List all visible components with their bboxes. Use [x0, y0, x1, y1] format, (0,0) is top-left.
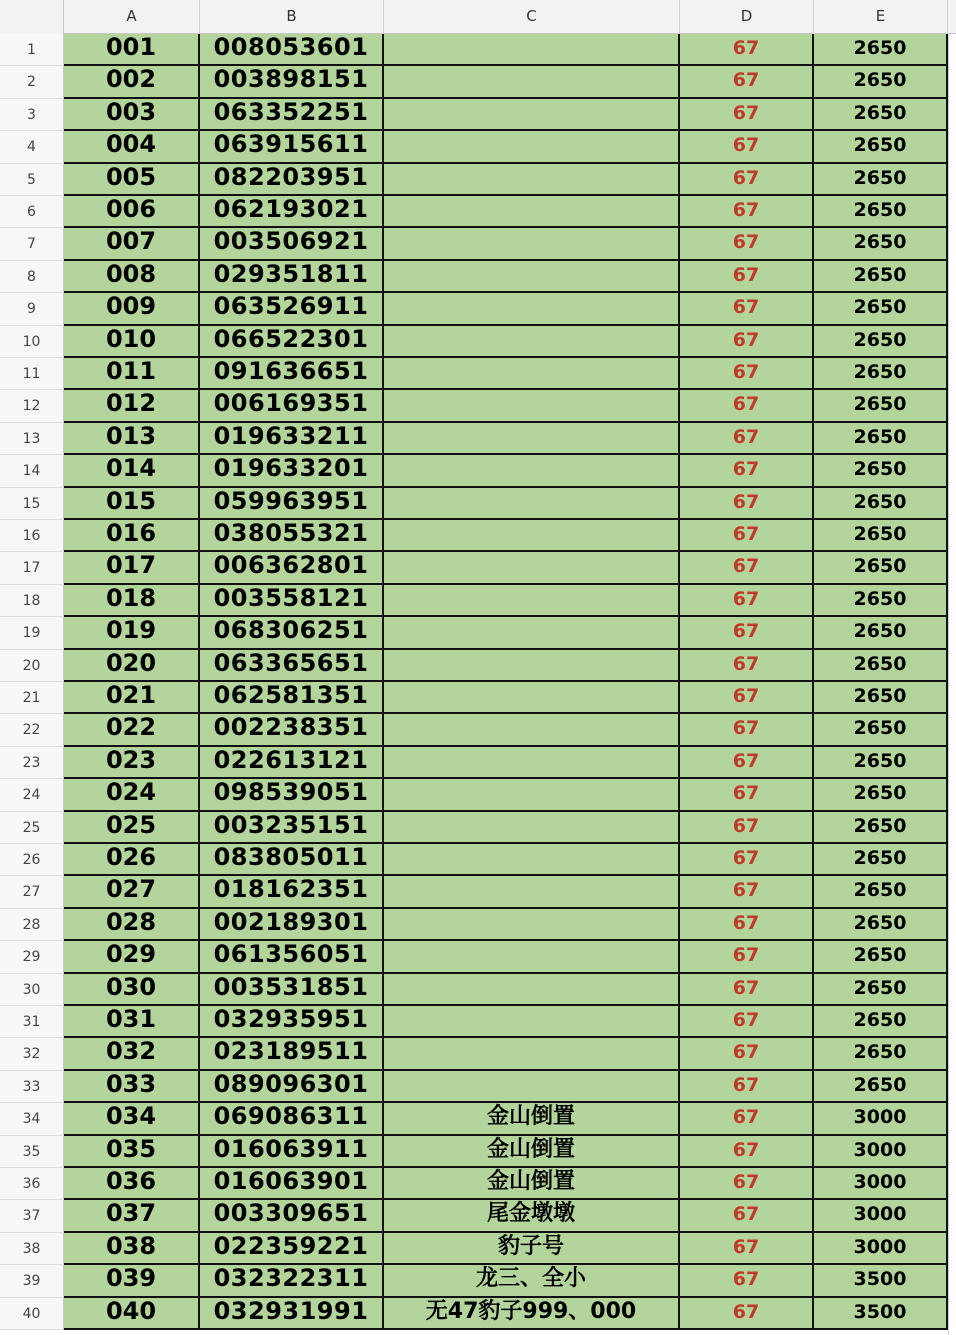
- cell-e[interactable]: 2650: [814, 876, 948, 908]
- row-header[interactable]: 30: [0, 974, 64, 1006]
- row-header[interactable]: 39: [0, 1265, 64, 1297]
- cell-c[interactable]: [384, 455, 680, 487]
- row-header[interactable]: 24: [0, 779, 64, 811]
- cell-b[interactable]: 003558121: [200, 585, 384, 617]
- cell-e[interactable]: 2650: [814, 99, 948, 131]
- cell-c[interactable]: [384, 682, 680, 714]
- cell-e[interactable]: 2650: [814, 131, 948, 163]
- row-header[interactable]: 17: [0, 552, 64, 584]
- table-row: [0, 1103, 956, 1135]
- cell-c[interactable]: [384, 714, 680, 746]
- cell-a[interactable]: 036: [64, 1168, 200, 1200]
- cell-c[interactable]: [384, 99, 680, 131]
- row-header[interactable]: 35: [0, 1136, 64, 1168]
- table-row: [0, 1233, 956, 1265]
- cell-c[interactable]: [384, 390, 680, 422]
- cell-e[interactable]: 2650: [814, 390, 948, 422]
- cell-a[interactable]: 016: [64, 520, 200, 552]
- cell-b[interactable]: 082203951: [200, 164, 384, 196]
- row-header[interactable]: 2: [0, 66, 64, 98]
- cell-b[interactable]: 063526911: [200, 293, 384, 325]
- cell-d[interactable]: 67: [680, 293, 814, 325]
- cell-b[interactable]: 003309651: [200, 1200, 384, 1232]
- table-row: [0, 844, 956, 876]
- table-row: [0, 520, 956, 552]
- cell-a[interactable]: 017: [64, 552, 200, 584]
- cell-d[interactable]: 67: [680, 131, 814, 163]
- cell-d[interactable]: 67: [680, 974, 814, 1006]
- table-row: [0, 390, 956, 422]
- cell-a[interactable]: 002: [64, 66, 200, 98]
- row-header[interactable]: 28: [0, 909, 64, 941]
- table-row: [0, 1265, 956, 1297]
- cell-a[interactable]: 003: [64, 99, 200, 131]
- row-header[interactable]: 29: [0, 941, 64, 973]
- cell-a[interactable]: 038: [64, 1233, 200, 1265]
- cell-b[interactable]: 068306251: [200, 617, 384, 649]
- cell-c[interactable]: 尾金墩墩: [384, 1200, 680, 1232]
- cell-a[interactable]: 012: [64, 390, 200, 422]
- cell-e[interactable]: 2650: [814, 293, 948, 325]
- cell-e[interactable]: 3000: [814, 1136, 948, 1168]
- row-header[interactable]: 38: [0, 1233, 64, 1265]
- cell-c[interactable]: [384, 423, 680, 455]
- cell-c[interactable]: [384, 293, 680, 325]
- cell-c[interactable]: [384, 131, 680, 163]
- cell-d[interactable]: 67: [680, 1265, 814, 1297]
- cell-a[interactable]: 025: [64, 812, 200, 844]
- cell-b[interactable]: 062193021: [200, 196, 384, 228]
- cell-d[interactable]: 67: [680, 941, 814, 973]
- cell-a[interactable]: 023: [64, 747, 200, 779]
- cell-e[interactable]: 2650: [814, 1038, 948, 1070]
- cell-d[interactable]: 67: [680, 66, 814, 98]
- cell-c[interactable]: [384, 779, 680, 811]
- row-header[interactable]: 15: [0, 488, 64, 520]
- cell-b[interactable]: 063352251: [200, 99, 384, 131]
- cell-a[interactable]: 028: [64, 909, 200, 941]
- cell-e[interactable]: 2650: [814, 682, 948, 714]
- cell-c[interactable]: 金山倒置: [384, 1168, 680, 1200]
- cell-c[interactable]: [384, 1006, 680, 1038]
- cell-c[interactable]: 金山倒置: [384, 1103, 680, 1135]
- cell-c[interactable]: [384, 164, 680, 196]
- cell-a[interactable]: 035: [64, 1136, 200, 1168]
- column-header-row: [0, 0, 956, 34]
- cell-e[interactable]: 3000: [814, 1168, 948, 1200]
- row-header[interactable]: 31: [0, 1006, 64, 1038]
- cell-a[interactable]: 021: [64, 682, 200, 714]
- cell-a[interactable]: 014: [64, 455, 200, 487]
- cell-d[interactable]: 67: [680, 164, 814, 196]
- cell-a[interactable]: 030: [64, 974, 200, 1006]
- row-header[interactable]: 23: [0, 747, 64, 779]
- table-row: [0, 1071, 956, 1103]
- cell-b[interactable]: 063365651: [200, 650, 384, 682]
- cell-b[interactable]: 032322311: [200, 1265, 384, 1297]
- cell-a[interactable]: 040: [64, 1298, 200, 1330]
- table-row: [0, 423, 956, 455]
- cell-d[interactable]: 67: [680, 747, 814, 779]
- cell-b[interactable]: 018162351: [200, 876, 384, 908]
- cell-a[interactable]: 032: [64, 1038, 200, 1070]
- cell-c[interactable]: [384, 844, 680, 876]
- table-row: [0, 1136, 956, 1168]
- row-header[interactable]: 9: [0, 293, 64, 325]
- table-row: [0, 34, 956, 66]
- cell-e[interactable]: 2650: [814, 585, 948, 617]
- table-row: [0, 650, 956, 682]
- row-header[interactable]: 3: [0, 99, 64, 131]
- row-header[interactable]: 20: [0, 650, 64, 682]
- row-header[interactable]: 6: [0, 196, 64, 228]
- cell-e[interactable]: 2650: [814, 650, 948, 682]
- cell-d[interactable]: 67: [680, 196, 814, 228]
- row-header[interactable]: 18: [0, 585, 64, 617]
- cell-c[interactable]: [384, 520, 680, 552]
- cell-b[interactable]: 006169351: [200, 390, 384, 422]
- column-header-e[interactable]: E: [814, 0, 948, 34]
- cell-c[interactable]: [384, 196, 680, 228]
- table-row: [0, 164, 956, 196]
- cell-c[interactable]: [384, 747, 680, 779]
- cell-b[interactable]: 002189301: [200, 909, 384, 941]
- table-row: [0, 1168, 956, 1200]
- cell-d[interactable]: 67: [680, 844, 814, 876]
- cell-c[interactable]: 金山倒置: [384, 1136, 680, 1168]
- cell-b[interactable]: 003531851: [200, 974, 384, 1006]
- cell-d[interactable]: 67: [680, 714, 814, 746]
- row-header[interactable]: 34: [0, 1103, 64, 1135]
- cell-b[interactable]: 032935951: [200, 1006, 384, 1038]
- cell-e[interactable]: 2650: [814, 520, 948, 552]
- table-row: [0, 552, 956, 584]
- cell-a[interactable]: 022: [64, 714, 200, 746]
- cell-a[interactable]: 004: [64, 131, 200, 163]
- cell-b[interactable]: 003506921: [200, 228, 384, 260]
- cell-a[interactable]: 034: [64, 1103, 200, 1135]
- table-row: [0, 941, 956, 973]
- select-all-corner[interactable]: [0, 0, 64, 34]
- cell-e[interactable]: 3000: [814, 1103, 948, 1135]
- cell-d[interactable]: 67: [680, 1136, 814, 1168]
- cell-d[interactable]: 67: [680, 326, 814, 358]
- cell-e[interactable]: 2650: [814, 779, 948, 811]
- cell-b[interactable]: 029351811: [200, 261, 384, 293]
- table-row: [0, 617, 956, 649]
- cell-b[interactable]: 083805011: [200, 844, 384, 876]
- table-row: [0, 293, 956, 325]
- cell-b[interactable]: 069086311: [200, 1103, 384, 1135]
- table-row: [0, 974, 956, 1006]
- cell-d[interactable]: 67: [680, 1006, 814, 1038]
- cell-d[interactable]: 67: [680, 812, 814, 844]
- cell-b[interactable]: 003235151: [200, 812, 384, 844]
- cell-d[interactable]: 67: [680, 455, 814, 487]
- cell-e[interactable]: 3000: [814, 1200, 948, 1232]
- cell-d[interactable]: 67: [680, 1200, 814, 1232]
- column-header-b[interactable]: B: [200, 0, 384, 34]
- cell-c[interactable]: 龙三、全小: [384, 1265, 680, 1297]
- cell-a[interactable]: 013: [64, 423, 200, 455]
- cell-b[interactable]: 066522301: [200, 326, 384, 358]
- column-header-a[interactable]: A: [64, 0, 200, 34]
- row-header[interactable]: 36: [0, 1168, 64, 1200]
- cell-d[interactable]: 67: [680, 423, 814, 455]
- cell-c[interactable]: 无47豹子999、000: [384, 1298, 680, 1330]
- cell-e[interactable]: 2650: [814, 358, 948, 390]
- cell-e[interactable]: 2650: [814, 34, 948, 66]
- table-row: [0, 1038, 956, 1070]
- cell-d[interactable]: 67: [680, 909, 814, 941]
- row-header[interactable]: 13: [0, 423, 64, 455]
- cell-b[interactable]: 059963951: [200, 488, 384, 520]
- column-header-c[interactable]: C: [384, 0, 680, 34]
- cell-c[interactable]: [384, 909, 680, 941]
- table-row: [0, 1200, 956, 1232]
- table-row: [0, 131, 956, 163]
- cell-a[interactable]: 024: [64, 779, 200, 811]
- cell-a[interactable]: 008: [64, 261, 200, 293]
- cell-b[interactable]: 061356051: [200, 941, 384, 973]
- row-header[interactable]: 27: [0, 876, 64, 908]
- column-header-d[interactable]: D: [680, 0, 814, 34]
- cell-c[interactable]: [384, 941, 680, 973]
- cell-e[interactable]: 2650: [814, 455, 948, 487]
- cell-d[interactable]: 67: [680, 1103, 814, 1135]
- cell-d[interactable]: 67: [680, 390, 814, 422]
- row-header[interactable]: 32: [0, 1038, 64, 1070]
- cell-c[interactable]: [384, 1038, 680, 1070]
- cell-c[interactable]: [384, 488, 680, 520]
- row-header[interactable]: 10: [0, 326, 64, 358]
- cell-a[interactable]: 039: [64, 1265, 200, 1297]
- cell-d[interactable]: 67: [680, 261, 814, 293]
- table-row: [0, 779, 956, 811]
- cell-e[interactable]: 2650: [814, 844, 948, 876]
- cell-d[interactable]: 67: [680, 650, 814, 682]
- cell-a[interactable]: 009: [64, 293, 200, 325]
- cell-d[interactable]: 67: [680, 617, 814, 649]
- cell-e[interactable]: 2650: [814, 812, 948, 844]
- cell-e[interactable]: 3000: [814, 1233, 948, 1265]
- cell-a[interactable]: 011: [64, 358, 200, 390]
- cell-d[interactable]: 67: [680, 1298, 814, 1330]
- cell-d[interactable]: 67: [680, 1038, 814, 1070]
- row-header[interactable]: 25: [0, 812, 64, 844]
- table-row: [0, 228, 956, 260]
- cell-e[interactable]: 3500: [814, 1265, 948, 1297]
- cell-a[interactable]: 029: [64, 941, 200, 973]
- cell-b[interactable]: 091636651: [200, 358, 384, 390]
- row-header[interactable]: 7: [0, 228, 64, 260]
- cell-d[interactable]: 67: [680, 876, 814, 908]
- sheet-edge: [948, 34, 956, 1335]
- row-header[interactable]: 14: [0, 455, 64, 487]
- table-row: [0, 876, 956, 908]
- cell-a[interactable]: 010: [64, 326, 200, 358]
- cell-b[interactable]: 038055321: [200, 520, 384, 552]
- row-header[interactable]: 33: [0, 1071, 64, 1103]
- cell-e[interactable]: 2650: [814, 228, 948, 260]
- cell-d[interactable]: 67: [680, 1233, 814, 1265]
- cell-a[interactable]: 005: [64, 164, 200, 196]
- cell-d[interactable]: 67: [680, 552, 814, 584]
- cell-e[interactable]: 2650: [814, 1071, 948, 1103]
- cell-e[interactable]: 2650: [814, 941, 948, 973]
- cell-b[interactable]: 022613121: [200, 747, 384, 779]
- cell-d[interactable]: 67: [680, 682, 814, 714]
- cell-b[interactable]: 008053601: [200, 34, 384, 66]
- cell-b[interactable]: 019633211: [200, 423, 384, 455]
- cell-e[interactable]: 2650: [814, 974, 948, 1006]
- cell-d[interactable]: 67: [680, 358, 814, 390]
- cell-b[interactable]: 003898151: [200, 66, 384, 98]
- table-row: [0, 488, 956, 520]
- row-header[interactable]: 5: [0, 164, 64, 196]
- row-header[interactable]: 1: [0, 34, 64, 66]
- cell-e[interactable]: 2650: [814, 714, 948, 746]
- cell-e[interactable]: 2650: [814, 1006, 948, 1038]
- cell-d[interactable]: 67: [680, 34, 814, 66]
- cell-e[interactable]: 2650: [814, 423, 948, 455]
- cell-a[interactable]: 019: [64, 617, 200, 649]
- table-row: [0, 682, 956, 714]
- row-header[interactable]: 16: [0, 520, 64, 552]
- cell-b[interactable]: 089096301: [200, 1071, 384, 1103]
- cell-d[interactable]: 67: [680, 99, 814, 131]
- cell-c[interactable]: [384, 1071, 680, 1103]
- cell-b[interactable]: 023189511: [200, 1038, 384, 1070]
- cell-c[interactable]: [384, 228, 680, 260]
- cell-d[interactable]: 67: [680, 1168, 814, 1200]
- row-header[interactable]: 22: [0, 714, 64, 746]
- table-row: [0, 196, 956, 228]
- cell-c[interactable]: [384, 326, 680, 358]
- cell-c[interactable]: [384, 358, 680, 390]
- cell-e[interactable]: 2650: [814, 261, 948, 293]
- cell-e[interactable]: 2650: [814, 552, 948, 584]
- cell-e[interactable]: 2650: [814, 326, 948, 358]
- cell-b[interactable]: 002238351: [200, 714, 384, 746]
- cell-a[interactable]: 007: [64, 228, 200, 260]
- cell-b[interactable]: 016063911: [200, 1136, 384, 1168]
- cell-e[interactable]: 2650: [814, 909, 948, 941]
- table-row: [0, 358, 956, 390]
- cell-a[interactable]: 006: [64, 196, 200, 228]
- cell-c[interactable]: [384, 812, 680, 844]
- table-row: [0, 66, 956, 98]
- cell-b[interactable]: 006362801: [200, 552, 384, 584]
- row-header[interactable]: 12: [0, 390, 64, 422]
- cell-a[interactable]: 037: [64, 1200, 200, 1232]
- row-header[interactable]: 21: [0, 682, 64, 714]
- cell-e[interactable]: 2650: [814, 747, 948, 779]
- cell-e[interactable]: 2650: [814, 66, 948, 98]
- cell-d[interactable]: 67: [680, 585, 814, 617]
- cell-b[interactable]: 022359221: [200, 1233, 384, 1265]
- table-row: [0, 1006, 956, 1038]
- table-row: [0, 909, 956, 941]
- row-header[interactable]: 26: [0, 844, 64, 876]
- cell-a[interactable]: 026: [64, 844, 200, 876]
- cell-c[interactable]: 豹子号: [384, 1233, 680, 1265]
- cell-b[interactable]: 032931991: [200, 1298, 384, 1330]
- cell-d[interactable]: 67: [680, 779, 814, 811]
- table-row: [0, 455, 956, 487]
- cell-c[interactable]: [384, 34, 680, 66]
- row-header[interactable]: 19: [0, 617, 64, 649]
- cell-e[interactable]: 2650: [814, 196, 948, 228]
- row-header[interactable]: 8: [0, 261, 64, 293]
- cell-c[interactable]: [384, 617, 680, 649]
- cell-e[interactable]: 2650: [814, 488, 948, 520]
- cell-c[interactable]: [384, 552, 680, 584]
- cell-b[interactable]: 016063901: [200, 1168, 384, 1200]
- cell-b[interactable]: 063915611: [200, 131, 384, 163]
- cell-e[interactable]: 2650: [814, 617, 948, 649]
- row-header[interactable]: 4: [0, 131, 64, 163]
- cell-c[interactable]: [384, 650, 680, 682]
- table-row: [0, 747, 956, 779]
- cell-a[interactable]: 027: [64, 876, 200, 908]
- cell-c[interactable]: [384, 66, 680, 98]
- cell-c[interactable]: [384, 261, 680, 293]
- cell-c[interactable]: [384, 876, 680, 908]
- cell-c[interactable]: [384, 585, 680, 617]
- cell-a[interactable]: 001: [64, 34, 200, 66]
- cell-d[interactable]: 67: [680, 520, 814, 552]
- table-row: [0, 261, 956, 293]
- cell-c[interactable]: [384, 974, 680, 1006]
- cell-e[interactable]: 3500: [814, 1298, 948, 1330]
- table-row: [0, 585, 956, 617]
- row-header[interactable]: 11: [0, 358, 64, 390]
- table-row: [0, 99, 956, 131]
- cell-d[interactable]: 67: [680, 1071, 814, 1103]
- cell-a[interactable]: 018: [64, 585, 200, 617]
- cell-a[interactable]: 015: [64, 488, 200, 520]
- table-row: [0, 326, 956, 358]
- row-header[interactable]: 37: [0, 1200, 64, 1232]
- cell-a[interactable]: 033: [64, 1071, 200, 1103]
- table-row: [0, 1298, 956, 1330]
- row-header[interactable]: 40: [0, 1298, 64, 1330]
- cell-b[interactable]: 019633201: [200, 455, 384, 487]
- table-row: [0, 714, 956, 746]
- cell-a[interactable]: 031: [64, 1006, 200, 1038]
- cell-a[interactable]: 020: [64, 650, 200, 682]
- table-row: [0, 812, 956, 844]
- cell-b[interactable]: 098539051: [200, 779, 384, 811]
- cell-d[interactable]: 67: [680, 228, 814, 260]
- cell-e[interactable]: 2650: [814, 164, 948, 196]
- cell-d[interactable]: 67: [680, 488, 814, 520]
- cell-b[interactable]: 062581351: [200, 682, 384, 714]
